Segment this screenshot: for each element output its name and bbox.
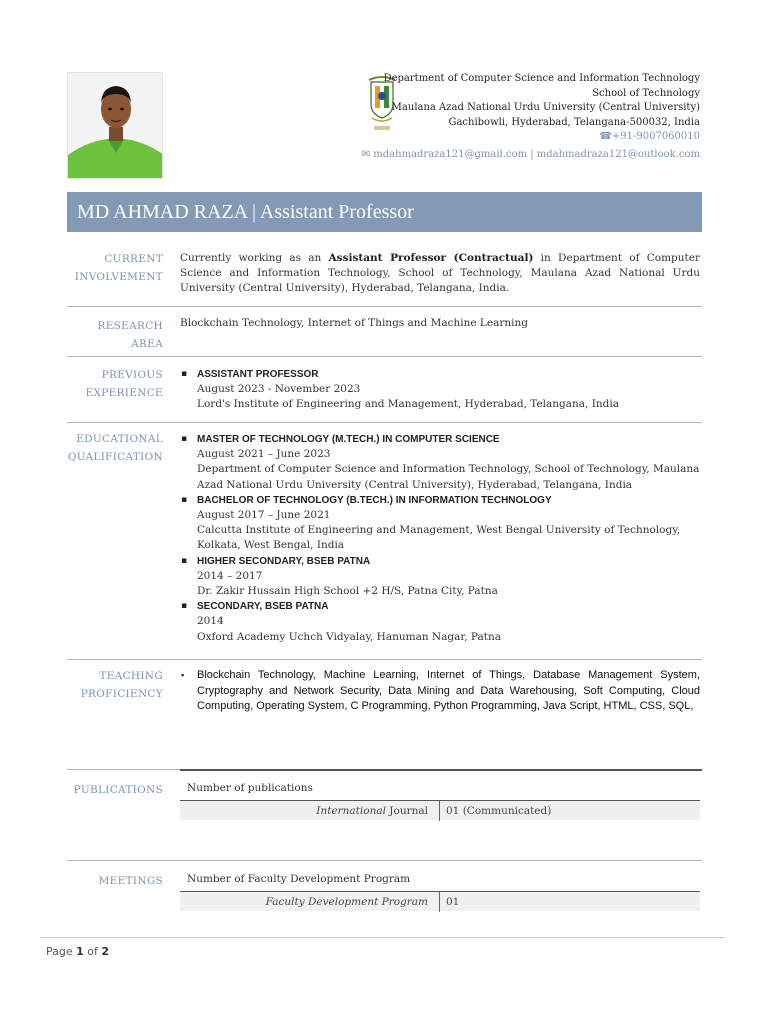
row-key: International Journal (316, 805, 428, 817)
list-item: ▪ MASTER OF TECHNOLOGY (M.TECH.) IN COMPUTER SCIENCE August 2021 – June 2023 Department of Computer Science and Information Technology, School of Technology, Maulana Azad National Urdu University (Central University), Hyderabad, Telangana, India (180, 432, 700, 493)
section-divider (67, 306, 702, 307)
phone-number[interactable]: +91-9007060010 (611, 131, 700, 142)
school-name: School of Technology (592, 87, 700, 99)
row-key: Faculty Development Program (265, 896, 428, 908)
row-value: 01 (446, 896, 460, 908)
location-line: Gachibowli, Hyderabad, Telangana-500032, India (448, 116, 700, 128)
university-name: Maulana Azad National Urdu University (Central University) (391, 102, 700, 113)
section-label: RESEARCH AREA (97, 320, 163, 350)
phone-icon: ☎ (599, 131, 612, 142)
phone-line (360, 130, 700, 145)
row-value: 01 (Communicated) (446, 805, 552, 817)
institution-address (360, 72, 700, 162)
section-label: MEETINGS (98, 875, 163, 887)
table-top-border (180, 769, 702, 771)
section-label: EDUCATIONAL QUALIFICATION (67, 433, 163, 463)
list-item: ▪ HIGHER SECONDARY, BSEB PATNA 2014 – 2017 Dr. Zakir Hussain High School +2 H/S, Patna City, Patna (180, 554, 700, 600)
footer-divider (40, 937, 725, 938)
section-label: CURRENT INVOLVEMENT (74, 253, 163, 283)
section-divider (67, 422, 702, 423)
email-line (360, 148, 700, 163)
email-addresses[interactable]: mdahmadraza121@gmail.com | mdahmadraza121@outlook.com (373, 148, 700, 160)
table-row (180, 800, 700, 820)
section-divider (67, 860, 702, 861)
research-area-text: Blockchain Technology, Internet of Things and Machine Learning (180, 317, 528, 329)
list-item: ▪ SECONDARY, BSEB PATNA 2014 Oxford Academy Uchch Vidyalay, Hanuman Nagar, Patna (180, 599, 700, 645)
teaching-list (180, 668, 700, 715)
department-name: Department of Computer Science and Information Technology (383, 73, 700, 84)
section-label: PUBLICATIONS (73, 784, 163, 796)
current-involvement-text: Currently working as an Assistant Professor (Contractual) in Department of Computer Science and Information Technology, School of Technology, Maulana Azad National Urdu University (Central University), Hyderabad, Telangana, India. (180, 252, 700, 295)
page-number: Page 1 of 2 (46, 945, 110, 958)
envelope-icon: ✉ (361, 148, 371, 160)
meetings-heading: Number of Faculty Development Program (187, 873, 411, 885)
table-row (180, 891, 700, 911)
experience-list (180, 367, 700, 413)
education-list (180, 432, 700, 645)
list-item: ▪ ASSISTANT PROFESSOR August 2023 - November 2023 Lord's Institute of Engineering and Management, Hyderabad, Telangana, India (180, 367, 700, 413)
publications-heading: Number of publications (187, 782, 313, 794)
section-divider (67, 356, 702, 357)
list-item: ▪ Blockchain Technology, Machine Learning, Internet of Things, Database Management System, Cryptography and Network Security, Data Mining and Data Warehousing, Soft Computing, Cloud Computing, Operating System, C Programming, Python Programming, Java Script, HTML, CSS, SQL, (180, 668, 700, 715)
section-label: PREVIOUS EXPERIENCE (85, 369, 163, 399)
name-banner: MD AHMAD RAZA | Assistant Professor (67, 192, 702, 232)
section-divider (67, 659, 702, 660)
list-item: ▪ BACHELOR OF TECHNOLOGY (B.TECH.) IN INFORMATION TECHNOLOGY August 2017 – June 2021 Calcutta Institute of Engineering and Management, West Bengal University of Technology, Kolkata, West Bengal, India (180, 493, 700, 554)
profile-photo (67, 72, 163, 179)
section-label: TEACHING PROFICIENCY (80, 670, 163, 700)
